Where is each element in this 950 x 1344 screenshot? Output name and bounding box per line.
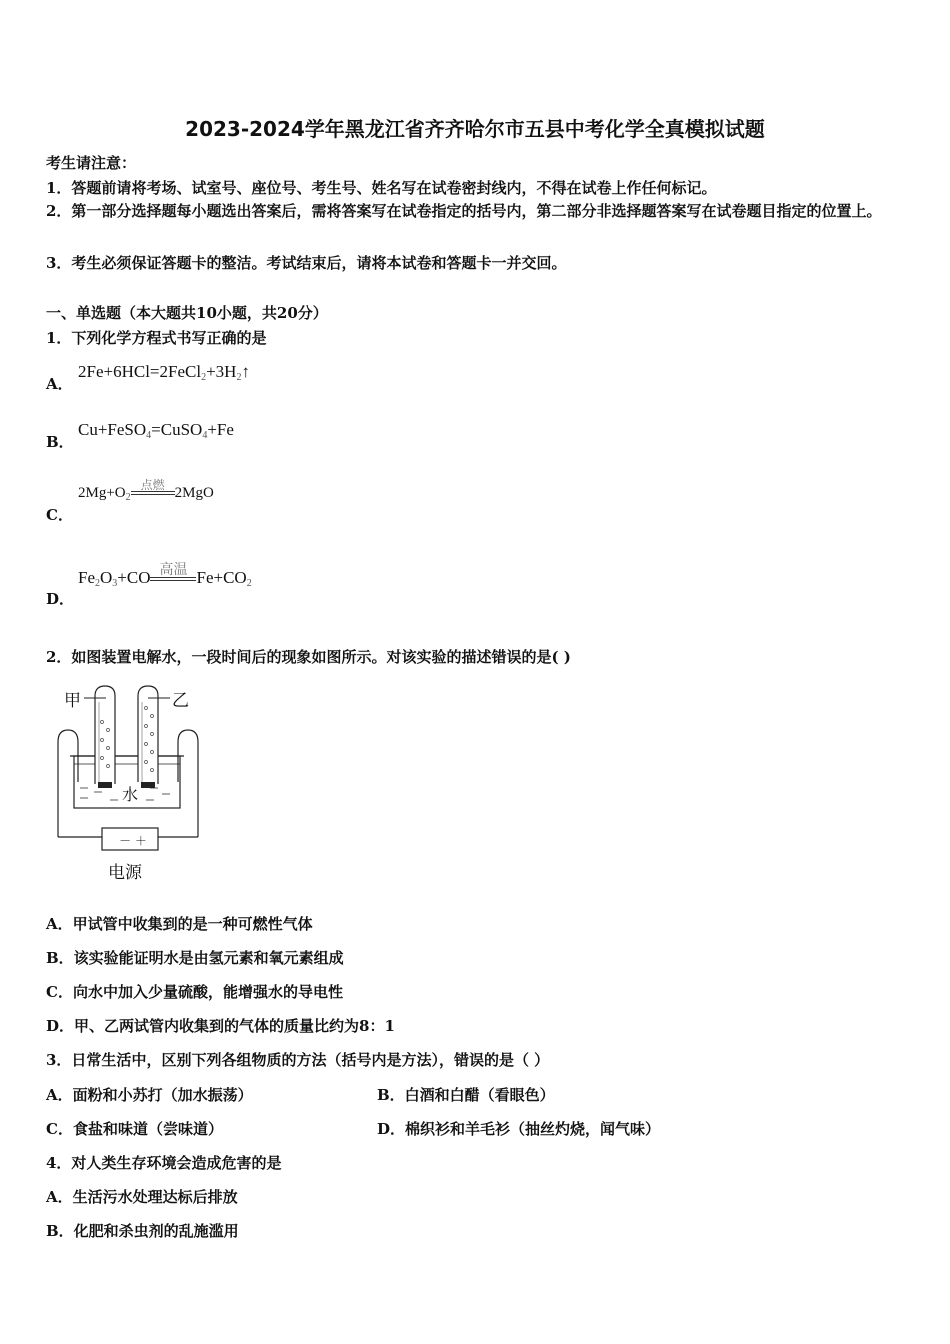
q2-option-c: C．向水中加入少量硫酸，能增强水的导电性 <box>46 983 343 1001</box>
q1-stem: 1．下列化学方程式书写正确的是 <box>46 329 267 347</box>
q3-option-a: A．面粉和小苏打（加水振荡） <box>46 1086 253 1104</box>
section-heading: 一、单选题（本大题共10小题，共20分） <box>46 304 328 322</box>
q1-option-c-formula: $2Mg+O_2$ 点燃 2MgO <box>78 478 214 503</box>
q2-option-a: A．甲试管中收集到的是一种可燃性气体 <box>46 915 313 933</box>
q3-option-c: C．食盐和味道（尝味道） <box>46 1120 223 1138</box>
q4-option-a: A．生活污水处理达标后排放 <box>46 1188 238 1206</box>
q2-stem: 2．如图装置电解水，一段时间后的现象如图所示。对该实验的描述错误的是( ) <box>46 648 571 666</box>
q1-option-b-label: B． <box>46 433 74 451</box>
page-title: 2023-2024学年黑龙江省齐齐哈尔市五县中考化学全真模拟试题 <box>185 117 765 141</box>
tube-jia-label: 甲 <box>64 691 81 711</box>
electrolysis-diagram <box>50 682 210 886</box>
q1-option-b-formula: Cu+FeSO$_4$=CuSO$_4$+Fe <box>78 420 234 441</box>
q1-option-d-formula: $Fe_2O_3+CO$ 高温 $Fe+CO_2$ <box>78 562 252 589</box>
q1-c-condition: 点燃 <box>140 478 165 492</box>
q1-option-c-label: C． <box>46 506 73 524</box>
q3-option-b: B．白酒和白醋（看眼色） <box>377 1086 555 1104</box>
q3-option-d: D．棉织衫和羊毛衫（抽丝灼烧，闻气味） <box>377 1120 661 1138</box>
q1-option-a-label: A． <box>46 375 73 393</box>
q1-option-a-formula: $2Fe+6HCl=2FeCl_2+3H_2↑$ <box>78 362 250 383</box>
q4-option-b: B．化肥和杀虫剂的乱施滥用 <box>46 1222 239 1240</box>
notice-item-2: 2．第一部分选择题每小题选出答案后，需将答案写在试卷指定的括号内，第二部分非选择题答案写在试卷题目指定的位置上。 <box>46 202 882 220</box>
q1-option-d-label: D． <box>46 590 75 608</box>
q4-stem: 4．对人类生存环境会造成危害的是 <box>46 1154 282 1172</box>
q2-option-b: B．该实验能证明水是由氢元素和氧元素组成 <box>46 949 344 967</box>
notice-item-3: 3．考生必须保证答题卡的整洁。考试结束后，请将本试卷和答题卡一并交回。 <box>46 254 567 272</box>
tube-yi-label: 乙 <box>172 691 189 711</box>
q2-option-d: D．甲、乙两试管内收集到的气体的质量比约为8：1 <box>46 1017 395 1035</box>
notice-heading: 考生请注意： <box>46 154 137 172</box>
power-label: 电源 <box>108 863 142 883</box>
notice-item-1: 1．答题前请将考场、试室号、座位号、考生号、姓名写在试卷密封线内，不得在试卷上作任何标记。 <box>46 179 717 197</box>
q3-stem: 3．日常生活中，区别下列各组物质的方法（括号内是方法），错误的是（ ） <box>46 1051 550 1069</box>
water-label: 水 <box>120 782 140 805</box>
q1-d-condition: 高温 <box>159 562 188 578</box>
power-polarity-label: － ＋ <box>119 834 147 848</box>
